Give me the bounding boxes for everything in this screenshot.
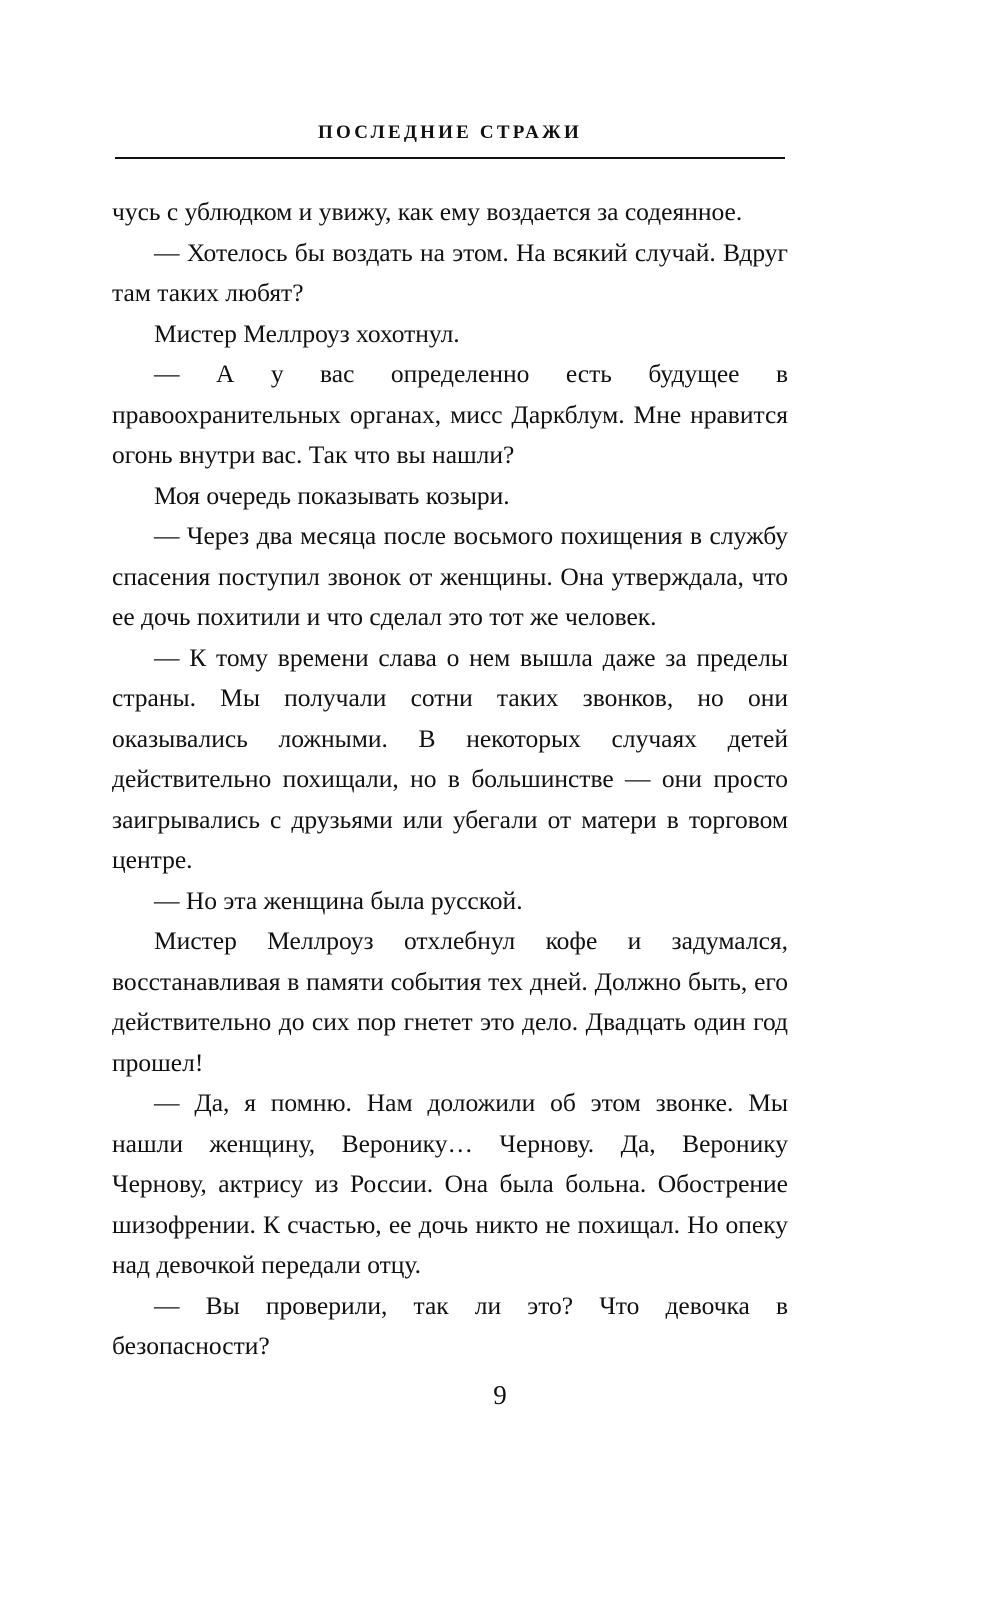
- header-divider: [115, 157, 785, 159]
- paragraph: — Хотелось бы воздать на этом. На всякий случай. Вдруг там таких любят?: [112, 237, 788, 307]
- paragraph: Моя очередь показывать козыри.: [154, 480, 510, 510]
- paragraph: — Через два месяца после восьмого похищения в службу спасения поступил звонок от женщины. Она утверждала, что ее дочь похитили и что сделал это тот же человек.: [112, 521, 788, 631]
- paragraph: — Вы проверили, так ли это? Что девочка в безопасности?: [112, 1290, 788, 1360]
- paragraph: — А у вас определенно есть будущее в правоохранительных органах, мисс Даркблум. Мне нравится огонь внутри вас. Так что вы нашли?: [112, 359, 788, 469]
- running-head: ПОСЛЕДНИЕ СТРАЖИ: [318, 122, 582, 143]
- paragraph: чусь с ублюдком и увижу, как ему воздается за содеянное.: [112, 197, 743, 226]
- paragraph: Мистер Меллроуз отхлебнул кофе и задумался, восстанавливая в памяти события тех дней. Должно быть, его действительно до сих пор гнетет это дело. Двадцать один год прошел!: [112, 926, 788, 1077]
- paragraph: — Но эта женщина была русской.: [154, 885, 523, 915]
- page-body: [112, 192, 788, 1367]
- paragraph: Мистер Меллроуз хохотнул.: [154, 318, 460, 348]
- page-number: 9: [493, 1380, 507, 1410]
- paragraph: — К тому времени слава о нем вышла даже за пределы страны. Мы получали сотни таких звонков, но они оказывались ложными. В некоторых случаях детей действительно похищали, но в большинстве — они просто заигрывались с друзьями или убегали от матери в торговом центре.: [112, 642, 788, 874]
- paragraph: — Да, я помню. Нам доложили об этом звонке. Мы нашли женщину, Веронику… Чернову. Да, Веронику Чернову, актрису из России. Она была больна. Обострение шизофрении. К счастью, ее дочь никто не похищал. Но опеку над девочкой передали отцу.: [112, 1088, 788, 1279]
